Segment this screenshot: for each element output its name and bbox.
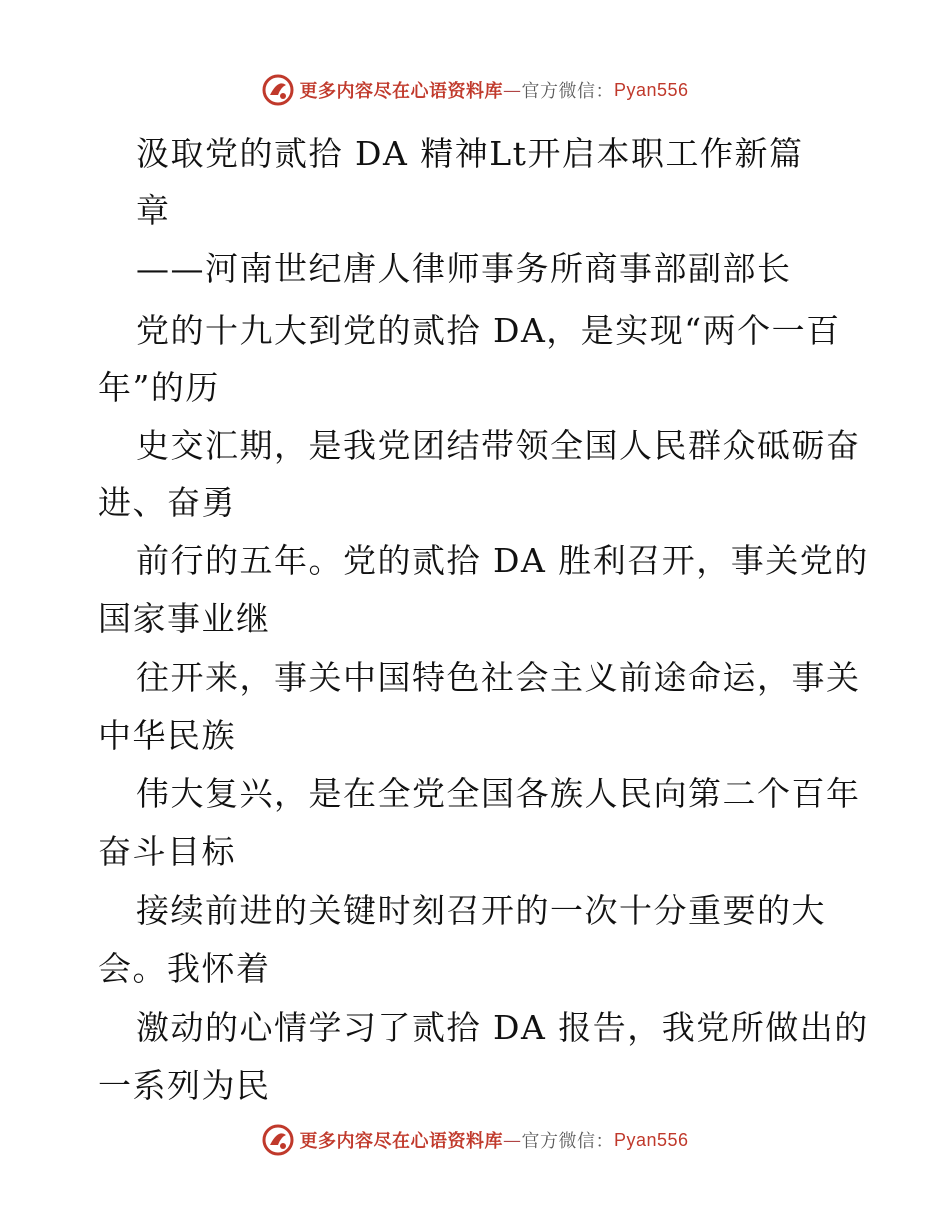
watermark-wechat-label: 官方微信： (521, 81, 614, 102)
doc-line: 中华民族 (98, 716, 236, 755)
watermark-wechat-label: 官方微信： (521, 1131, 614, 1152)
doc-line: 党的十九大到党的贰拾 DA，是实现“两个一百 (136, 311, 841, 350)
doc-line: 会。我怀着 (98, 949, 271, 988)
doc-line: 奋斗目标 (98, 832, 236, 871)
logo-icon (261, 1123, 295, 1157)
doc-line: 国家事业继 (98, 599, 271, 638)
doc-line: 汲取党的贰拾 DA 精神Lt开启本职工作新篇 (136, 134, 804, 173)
doc-line: 前行的五年。党的贰拾 DA 胜利召开，事关党的 (136, 541, 869, 580)
doc-line: 史交汇期，是我党团结带领全国人民群众砥砺奋 (136, 426, 861, 465)
watermark-footer (0, 1120, 950, 1160)
doc-line: 接续前进的关键时刻召开的一次十分重要的大 (136, 891, 826, 930)
doc-line: ——河南世纪唐人律师事务所商事部副部长 (136, 249, 792, 288)
doc-line: 进、奋勇 (98, 483, 236, 522)
doc-line: 往开来，事关中国特色社会主义前途命运，事关 (136, 658, 861, 697)
watermark-wechat-id: Pyan556 (613, 1129, 689, 1150)
watermark-separator: — (502, 1129, 522, 1151)
doc-line: 年”的历 (98, 368, 220, 407)
doc-line: 章 (136, 191, 171, 230)
watermark-main: 更多内容尽在心语资料库 (299, 81, 503, 102)
doc-line: 激动的心情学习了贰拾 DA 报告，我党所做出的 (136, 1008, 869, 1047)
watermark-main: 更多内容尽在心语资料库 (299, 1131, 503, 1152)
watermark-wechat-id: Pyan556 (613, 79, 689, 100)
doc-line: 一系列为民 (98, 1066, 271, 1105)
doc-line: 伟大复兴，是在全党全国各族人民向第二个百年 (136, 774, 861, 813)
watermark-separator: — (502, 79, 522, 101)
